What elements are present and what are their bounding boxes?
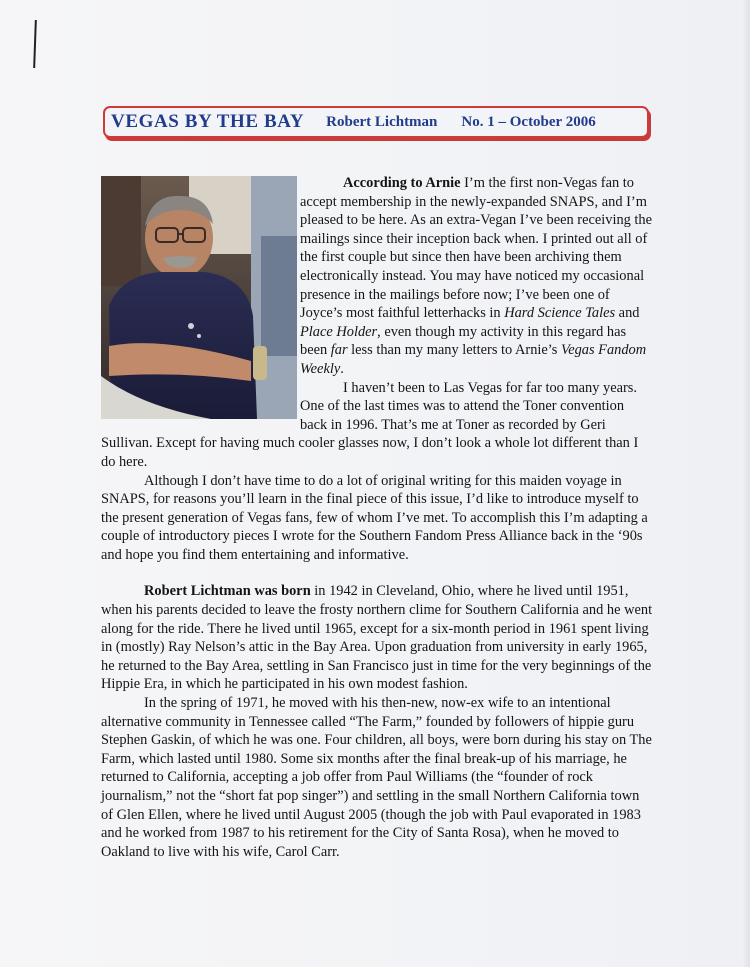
article-body [101,174,653,861]
paragraph-1-text-d: less than my many letters to Arnie’s [347,342,561,359]
paragraph-5: In the spring of 1971, he moved with his then-new, now-ex wife to an intentional alternative community in Tennessee called “The Farm,” founded by followers of hippie guru Stephen Gaskin, of which he was one. Four children, all boys, were born during his stay on The Farm, which lasted until 1980. Some six months after the final break-up of his marriage, he returned to California, accepting a job offer from Paul Williams (the “founder of rock journalism,” not the “short fat pop singer”) and settling in the small Northern California town of Glen Ellen, where he lived until August 2005 (though the job with Paul evaporated in 1983 and he worked from 1987 to his retirement for the City of Santa Rosa), when he moved to Oakland to live with his wife, Carol Carr. [101,695,652,860]
paragraph-4 [101,582,653,694]
paragraph-1-text-b: and [615,305,640,322]
paragraph-gap [101,564,653,582]
paragraph-3: Although I don’t have time to do a lot of original writing for this maiden voyage in SNAPS, for reasons you’ll learn in the final piece of this issue, I’d like to introduce myself to the present generation of Vegas fans, few of whom I’ve met. To accomplish this I’m adapting a couple of introductory pieces I wrote for the Southern Fandom Press Alliance back in the ‘90s and hope you find them entertaining and informative. [101,472,648,563]
title-hard-science-tales: Hard Science Tales [504,305,616,322]
zine-title: VEGAS BY THE BAY [111,111,305,132]
paragraph-1-text-a: I’m the first non-Vegas fan to accept membership in the newly-expanded SNAPS, and I’m pleased to be here. As an extra-Vegan I’ve been receiving the mailings since their inception back when. I printed out all of the first couple but since then have been archiving them electronically instead. You may have noticed my occasional presence in the mailings before now; I’ve been one of Joyce’s most faithful letterhacks in [300,175,653,322]
pen-mark [33,20,37,68]
title-vegas-fandom-weekly: Vegas Fandom Weekly [300,342,647,377]
paragraph-4-lead: Robert Lichtman was born [144,583,311,600]
paragraph-1-text-c: , even though my activity in this regard has been [300,323,627,359]
photo-spacer [101,174,300,422]
paragraph-2: I haven’t been to Las Vegas for far too many years. One of the last times was to attend the Toner convention back in 1996. That’s me at Toner as recorded by Geri Sullivan. Except for having much cooler glasses now, I don’t look a whole lot different than I do here. [101,379,639,470]
issue-number: No. 1 – October 2006 [461,113,596,130]
emphasis-far: far [330,342,348,359]
page-edge-shadow [742,0,750,967]
paragraph-1-text-e: . [340,360,344,377]
author-name: Robert Lichtman [326,113,438,130]
title-place-holder: Place Holder [300,323,378,340]
masthead-banner [103,106,649,138]
paragraph-4-text: in 1942 in Cleveland, Ohio, where he lived until 1951, when his parents decided to leave the frosty northern clime for Southern California and he went along for the ride. There he lived until 1965, except for a six-month period in 1961 spent living in (mostly) Ray Nelson’s attic in the Bay Area. Upon graduation from university in early 1965, he returned to the Bay Area, settling in San Francisco just in time for the very beginnings of the Hippie Era, in which he participated in his own modest fashion. [101,583,653,693]
paragraph-1-lead: According to Arnie [343,175,461,191]
